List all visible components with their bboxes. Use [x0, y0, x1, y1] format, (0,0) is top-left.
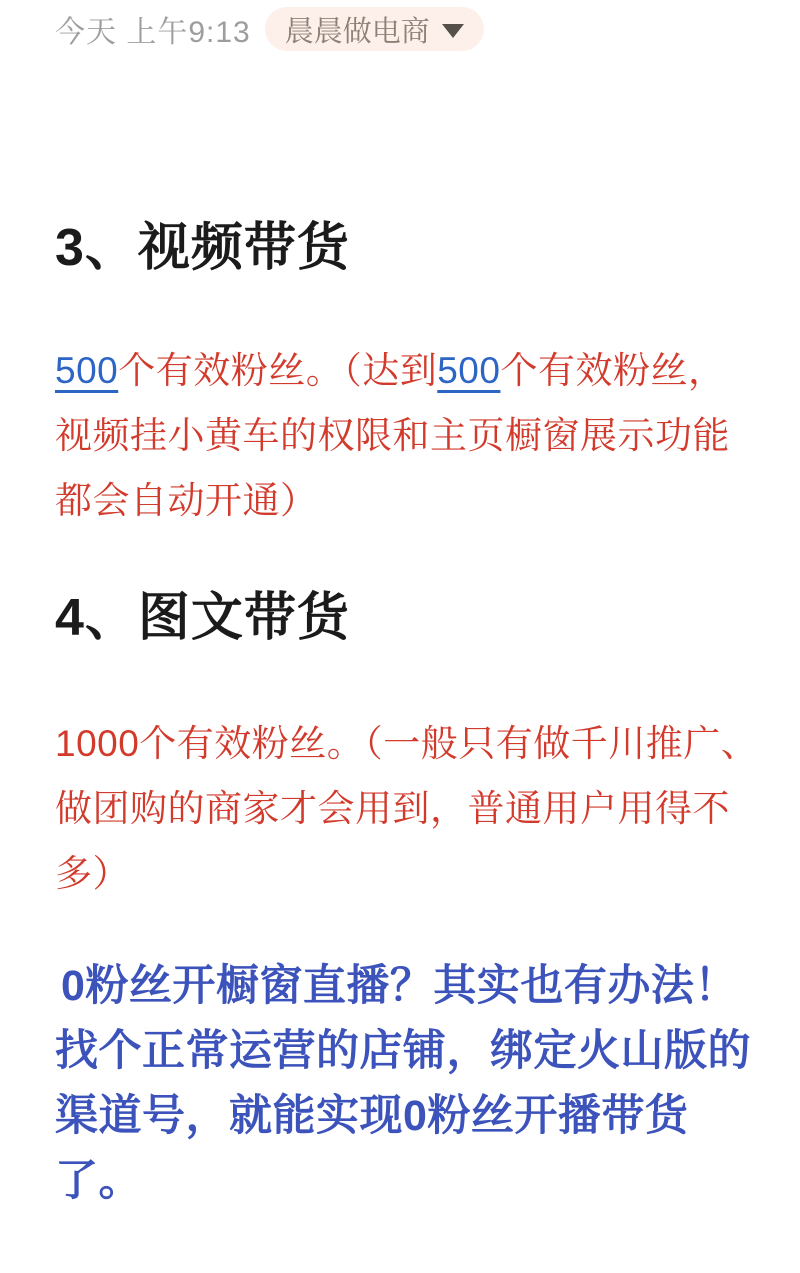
- highlight-text: 0粉丝开橱窗直播？其实也有办法！找: [55, 962, 738, 1075]
- paragraph-text: 自动开通）: [130, 480, 318, 521]
- channel-tag-label: 晨晨做电商: [284, 15, 430, 48]
- fans-count-link[interactable]: 500: [437, 350, 501, 391]
- post-timestamp: 今天 上午9:13: [55, 16, 251, 49]
- highlight-text: 个正常运营的店铺，绑定火山版的渠道: [55, 1027, 751, 1140]
- zero-fans-tip-paragraph: [55, 954, 755, 1214]
- highlight-text: 号，就能实现0粉丝开播带货了。: [55, 1092, 689, 1205]
- paragraph-text: 个有效粉丝，视: [55, 350, 726, 456]
- image-text-selling-requirements-paragraph: [55, 711, 760, 906]
- section-heading-image-text-selling: 4、图文带货: [55, 589, 350, 647]
- paragraph-text: 多）: [55, 853, 130, 894]
- paragraph-text: 频挂小黄车的权限和主页橱窗展示功能都会: [55, 415, 730, 521]
- channel-tag-dropdown[interactable]: [265, 7, 484, 51]
- post-meta-header: [55, 6, 760, 52]
- caret-down-icon: [442, 24, 464, 38]
- section-heading-video-selling: 3、视频带货: [55, 219, 350, 277]
- paragraph-text: 个有效粉丝。（达到: [118, 350, 438, 391]
- video-selling-requirements-paragraph: [55, 338, 760, 533]
- fans-count-link[interactable]: 500: [55, 350, 119, 391]
- paragraph-text: 1000个有效粉丝。（一般只有做千川推广、: [55, 723, 759, 764]
- paragraph-text: 做团购的商家才会用到，普通用户用得不: [55, 788, 730, 829]
